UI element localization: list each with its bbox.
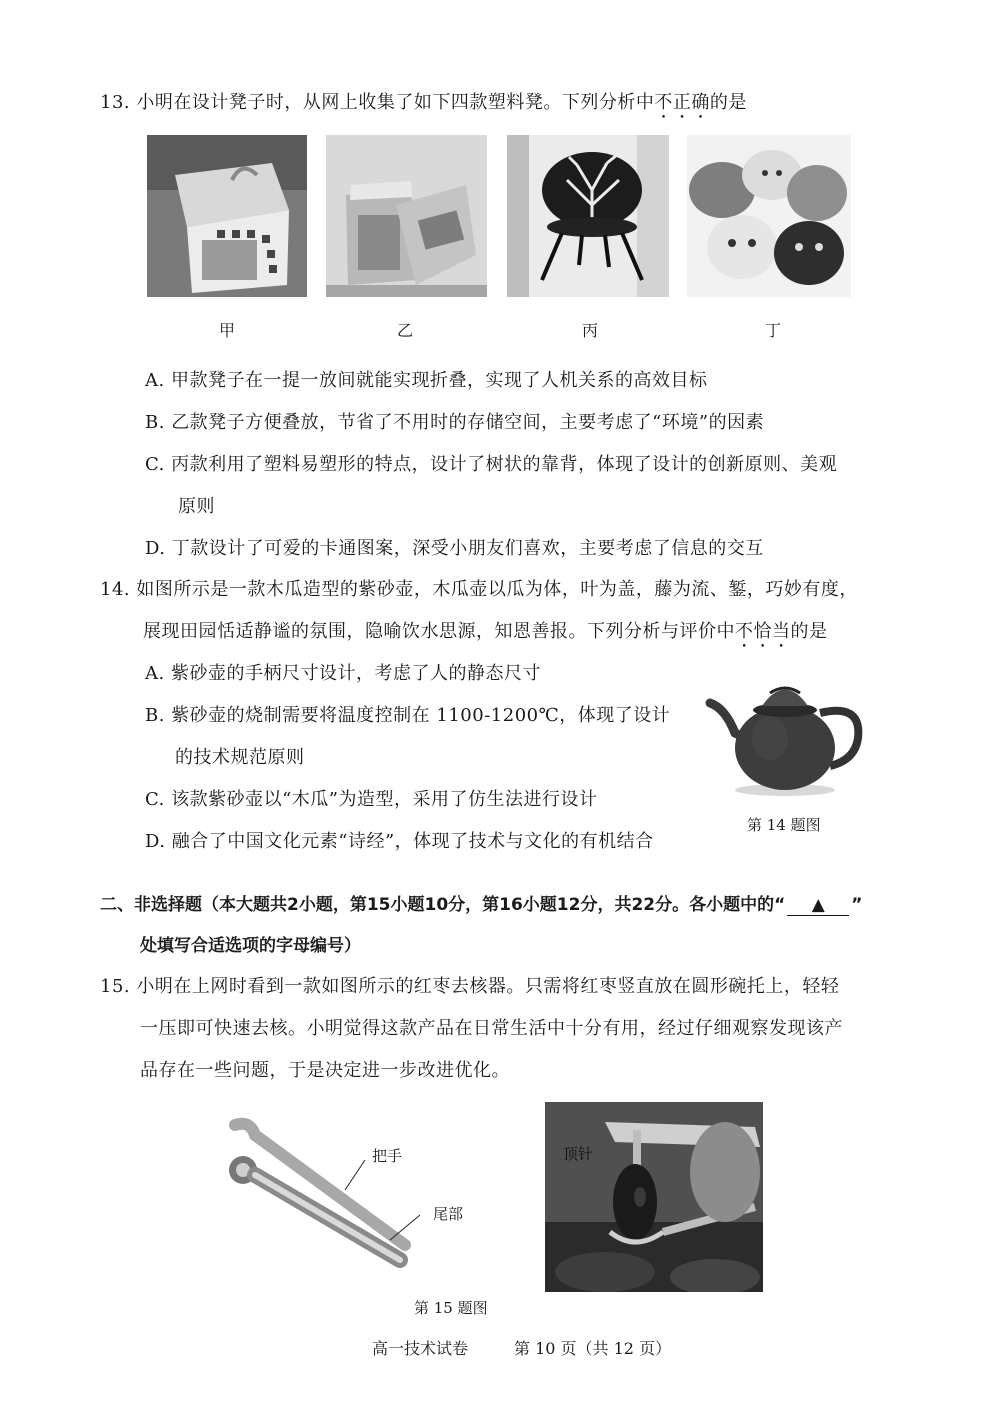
q14-option-b: B. 紫砂壶的烧制需要将温度控制在 1100-1200℃，体现了设计 [145, 705, 671, 726]
q13-option-c: C. 丙款利用了塑料易塑形的特点，设计了树状的靠背，体现了设计的创新原则、美观 [145, 454, 838, 475]
q14-emphasis: 不恰当 [735, 621, 791, 642]
q15-line3: 品存在一些问题，于是决定进一步改进优化。 [140, 1060, 510, 1081]
q15-line1: 15. 小明在上网时看到一款如图所示的红枣去核器。只需将红枣竖直放在圆形碗托上，轻轻 [100, 976, 840, 997]
stool-jia-image [147, 135, 307, 297]
answer-blank: ▲ [787, 895, 849, 916]
date-pitter-in-use-image [545, 1102, 763, 1292]
q14-option-a: A. 紫砂壶的手柄尺寸设计，考虑了人的静态尺寸 [145, 663, 541, 684]
date-pitter-product-image [215, 1115, 485, 1275]
q13-stem: 13. 小明在设计凳子时，从网上收集了如下四款塑料凳。下列分析中不正确的是 [100, 92, 747, 113]
label-handle: 把手 [372, 1147, 403, 1165]
section2-heading-line2: 处填写合适选项的字母编号） [140, 936, 361, 956]
stool-yi-image [326, 135, 487, 297]
stool-bing-image [507, 135, 669, 297]
label-pin: 顶针 [563, 1145, 594, 1163]
q13-emphasis: 不正确 [654, 92, 710, 113]
q13-option-a: A. 甲款凳子在一提一放间就能实现折叠，实现了人机关系的高效目标 [145, 370, 708, 391]
image-label-bing: 丙 [582, 321, 599, 340]
teapot-image [700, 668, 870, 798]
q13-option-d: D. 丁款设计了可爱的卡通图案，深受小朋友们喜欢，主要考虑了信息的交互 [145, 538, 764, 559]
label-tail: 尾部 [433, 1205, 464, 1223]
q15-figure-caption: 第 15 题图 [414, 1299, 488, 1317]
q14-figure-caption: 第 14 题图 [747, 816, 821, 834]
q14-option-c: C. 该款紫砂壶以“木瓜”为造型，采用了仿生法进行设计 [145, 789, 598, 810]
footer-page-number: 第 10 页（共 12 页） [514, 1339, 672, 1358]
q14-option-d: D. 融合了中国文化元素“诗经”，体现了技术与文化的有机结合 [145, 831, 654, 852]
image-label-ding: 丁 [765, 321, 782, 340]
q14-stem-line1: 14. 如图所示是一款木瓜造型的紫砂壶，木瓜壶以瓜为体，叶为盖，藤为流、錾，巧妙有度， [100, 579, 858, 600]
stool-ding-image [687, 135, 851, 297]
q13-option-c-cont: 原则 [178, 496, 215, 517]
section2-heading: 二、非选择题（本大题共2小题，第15小题10分，第16小题12分，共22分。各小题中的“ ▲ ” [100, 895, 863, 915]
image-label-yi: 乙 [397, 321, 414, 340]
q15-line2: 一压即可快速去核。小明觉得这款产品在日常生活中十分有用，经过仔细观察发现该产 [140, 1018, 843, 1039]
q14-stem-line2: 展现田园恬适静谧的氛围，隐喻饮水思源，知恩善报。下列分析与评价中不恰当的是 [143, 621, 828, 642]
footer-subject: 高一技术试卷 [372, 1339, 469, 1358]
q14-option-b-cont: 的技术规范原则 [175, 747, 305, 768]
image-label-jia: 甲 [219, 321, 236, 340]
q13-option-b: B. 乙款凳子方便叠放，节省了不用时的存储空间，主要考虑了“环境”的因素 [145, 412, 765, 433]
